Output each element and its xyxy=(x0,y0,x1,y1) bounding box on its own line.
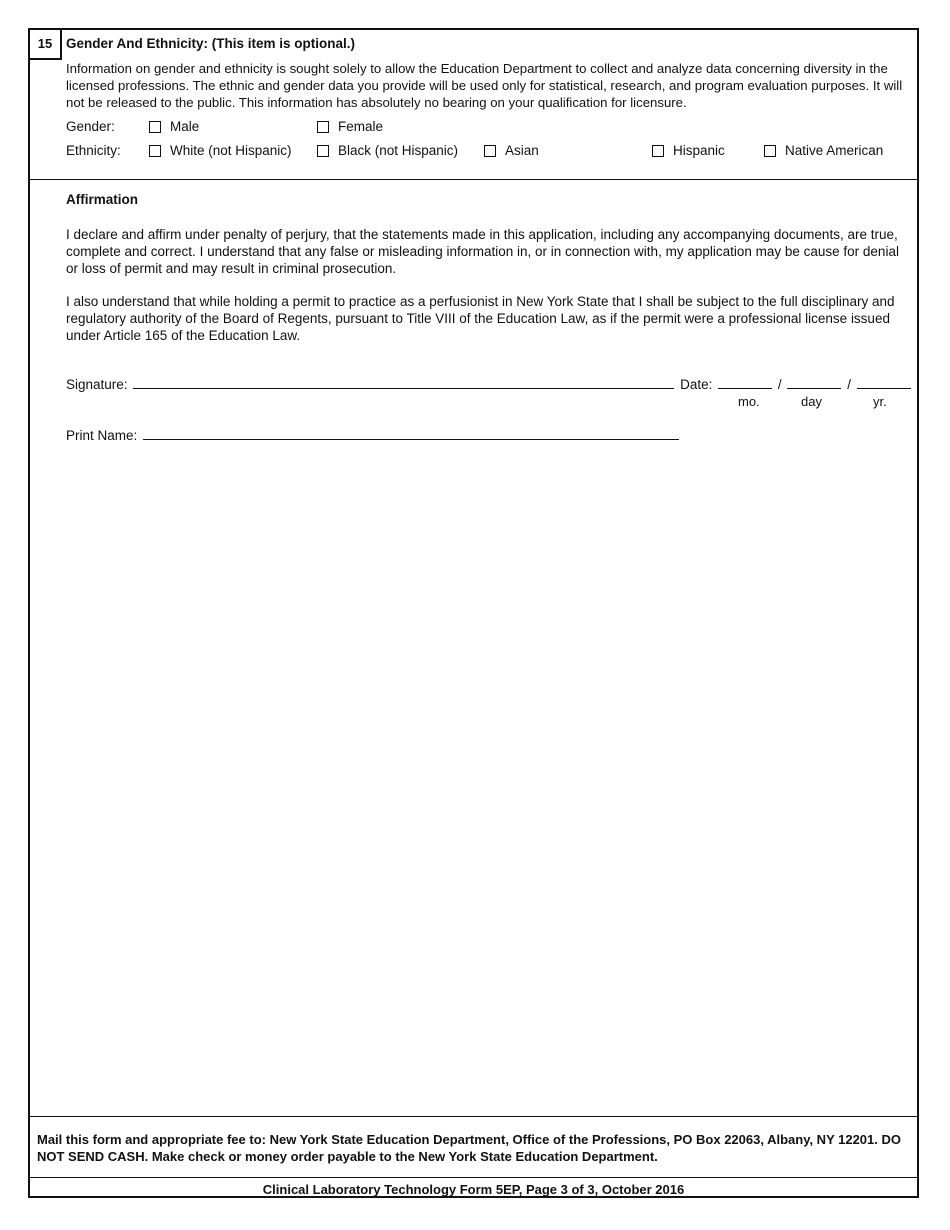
affirmation-paragraph-1: I declare and affirm under penalty of perjury, that the statements made in this application, including any accompanying documents, are true, complete and correct. I understand that any false or misleading information in, or in connection with, my application may be cause for denial or loss of permit and may result in criminal prosecution. xyxy=(66,227,899,276)
signature-label: Signature: xyxy=(66,377,128,392)
option-label: Female xyxy=(338,119,384,134)
footer-divider xyxy=(30,1177,917,1178)
affirmation-title: Affirmation xyxy=(66,192,138,207)
checkbox[interactable] xyxy=(317,121,329,133)
option-label: Hispanic xyxy=(673,143,725,158)
ethnicity-option-black[interactable] xyxy=(317,143,458,158)
checkbox[interactable] xyxy=(149,121,161,133)
option-label: White (not Hispanic) xyxy=(170,143,292,158)
print-name-row xyxy=(66,427,681,443)
checkbox[interactable] xyxy=(652,145,664,157)
checkbox[interactable] xyxy=(317,145,329,157)
date-separator: / xyxy=(847,377,851,392)
option-label: Asian xyxy=(505,143,539,158)
option-label: Black (not Hispanic) xyxy=(338,143,459,158)
ethnicity-option-hispanic[interactable] xyxy=(652,143,725,158)
affirmation-paragraph-2: I also understand that while holding a permit to practice as a perfusionist in New York State that I shall be subject to the full disciplinary and regulatory authority of the Board of Regents, pursuant to Title VIII of the Education Law, as if the permit were a professional license issued under Article 165 of the Education Law. xyxy=(66,294,895,343)
checkbox[interactable] xyxy=(484,145,496,157)
section-title: Gender And Ethnicity: (This item is optional.) xyxy=(66,36,356,51)
date-month-caption: mo. xyxy=(738,394,760,409)
signature-row xyxy=(66,376,913,392)
checkbox[interactable] xyxy=(764,145,776,157)
print-name-field[interactable] xyxy=(143,427,679,440)
print-name-label: Print Name: xyxy=(66,428,138,443)
gender-option-female[interactable] xyxy=(317,119,383,134)
date-year-field[interactable] xyxy=(857,376,911,389)
date-label: Date: xyxy=(680,377,713,392)
ethnicity-option-asian[interactable] xyxy=(484,143,539,158)
ethnicity-option-white[interactable] xyxy=(149,143,292,158)
date-year-caption: yr. xyxy=(873,394,887,409)
mail-instructions: Mail this form and appropriate fee to: New York State Education Department, Office of the Professions, PO Box 22063, Albany, NY 12201. DO NOT SEND CASH. Make check or money order payable to the New York State Education Department. xyxy=(37,1132,901,1164)
date-day-field[interactable] xyxy=(787,376,841,389)
form-page xyxy=(28,28,919,1198)
item-number: 15 xyxy=(30,30,62,60)
date-month-field[interactable] xyxy=(718,376,772,389)
ethnicity-option-native-american[interactable] xyxy=(764,143,883,158)
checkbox[interactable] xyxy=(149,145,161,157)
section-intro: Information on gender and ethnicity is sought solely to allow the Education Department to collect and analyze data concerning diversity in the licensed professions. The ethnic and gender data you provide will be used only for statistical, research, and program evaluation purposes. It will not be released to the public. This information has absolutely no bearing on your qualification for licensure. xyxy=(66,61,903,110)
ethnicity-label: Ethnicity: xyxy=(66,143,121,158)
option-label: Male xyxy=(170,119,200,134)
gender-option-male[interactable] xyxy=(149,119,199,134)
date-separator: / xyxy=(777,377,782,392)
mail-divider xyxy=(30,1116,917,1117)
form-footer: Clinical Laboratory Technology Form 5EP, Page 3 of 3, October 2016 xyxy=(262,1182,685,1197)
gender-label: Gender: xyxy=(66,119,115,134)
signature-field[interactable] xyxy=(133,376,674,389)
date-day-caption: day xyxy=(801,394,822,409)
section-divider xyxy=(30,179,917,180)
option-label: Native American xyxy=(785,143,884,158)
